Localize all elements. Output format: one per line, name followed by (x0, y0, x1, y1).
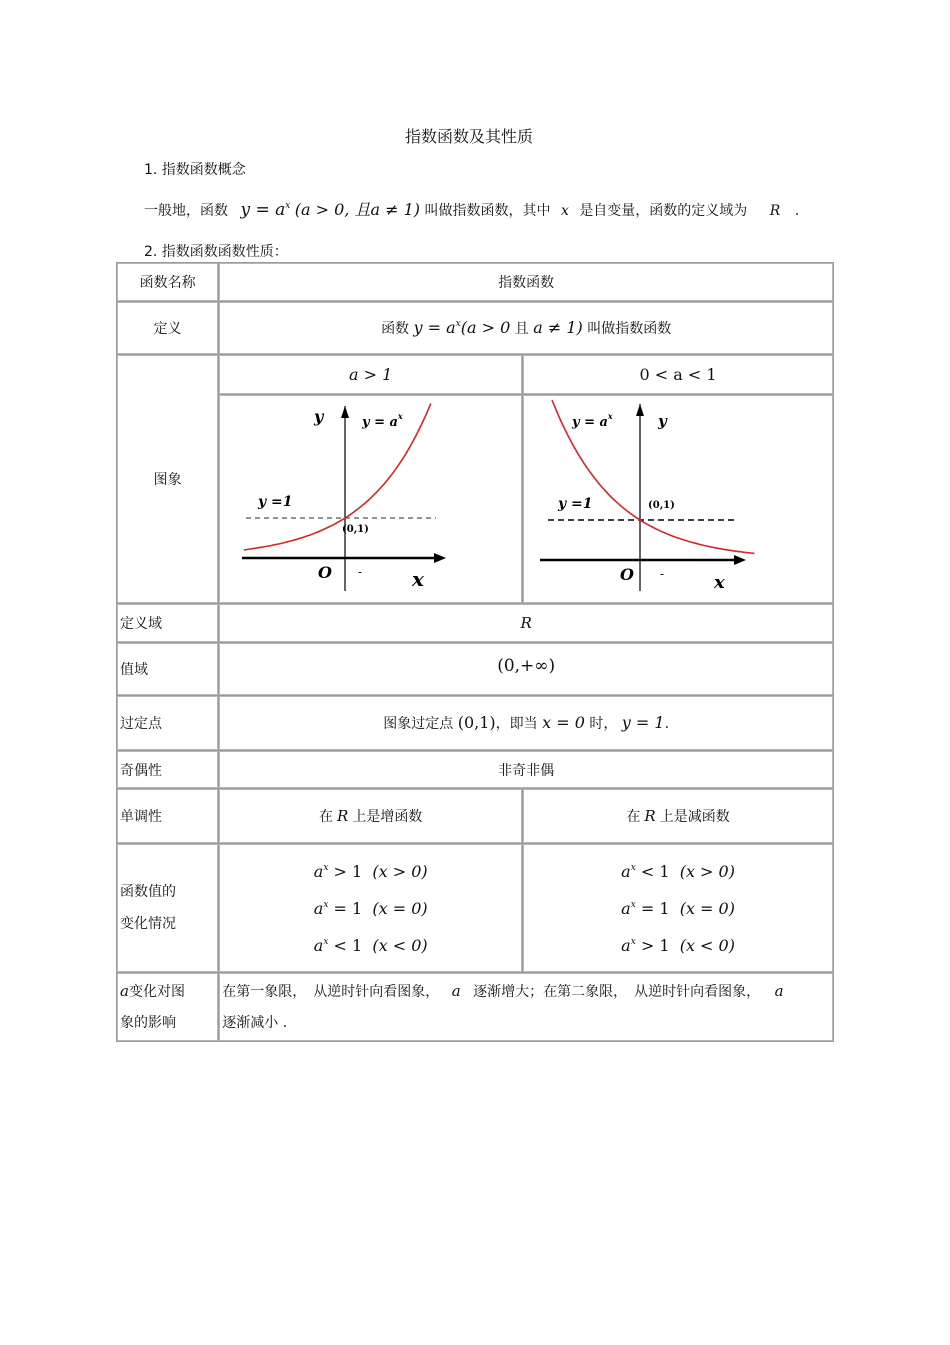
definition-label: 定义 (117, 302, 218, 354)
fixed-point-when: 时， (589, 716, 618, 732)
graph-left-cell (219, 395, 522, 603)
y-axis-arrow-icon (636, 404, 644, 416)
curve-increasing (244, 404, 431, 550)
monotonic-left-post: 上是增函数 (352, 809, 423, 825)
definition-value (219, 302, 833, 354)
func-label: $y = a^x$ (572, 411, 613, 430)
intro-end: . (794, 203, 800, 219)
definition-formula (414, 318, 461, 337)
table-row-definition (117, 302, 833, 354)
effect-text-3: 逐渐减小 . (222, 1014, 288, 1031)
effect-a3: a (774, 981, 784, 1000)
fixed-point-mid: ，即当 (495, 716, 538, 732)
definition-cond1: (a > 0 (460, 318, 511, 337)
definition-prefix: 函数 (381, 321, 410, 337)
monotonic-left (219, 789, 522, 843)
table-row-graph-conditions (117, 355, 833, 394)
page-title: 指数函数及其性质 (404, 127, 533, 146)
table-row-variation (117, 844, 833, 972)
x-axis-arrow-icon (734, 555, 746, 565)
y-label: y (658, 412, 667, 430)
graph-cond-left: a > 1 (349, 365, 393, 384)
effect-text-1: 在第一象限， 从逆时针向看图象， (222, 983, 440, 1000)
monotonic-right-post: 上是减函数 (659, 809, 730, 825)
x-label: x (714, 572, 725, 593)
monotonic-right-R: R (644, 807, 656, 825)
monotonic-right (523, 789, 833, 843)
graph-increasing (220, 396, 520, 598)
fixed-point-xeq: x = 0 (542, 713, 585, 732)
variation-right-line: $a^x = 1$ (x = 0) (621, 898, 735, 918)
properties-table (116, 262, 834, 1042)
table-row-header (117, 263, 833, 301)
origin-label: O (318, 563, 333, 582)
asymptote-label: y =1 (558, 496, 593, 512)
intro-formula-exp: x (285, 201, 291, 211)
range-value: (0,+∞) (497, 656, 556, 676)
domain-value-cell (219, 604, 833, 642)
intro-formula (240, 200, 290, 220)
y-axis-arrow-icon (341, 406, 349, 418)
parity-label: 奇偶性 (117, 751, 218, 788)
variation-left-line: $a^x < 1$ (x < 0) (313, 935, 428, 955)
graph-cond-right: 0 < a < 1 (639, 365, 717, 384)
intro-mid: 叫做指数函数，其中 (424, 203, 551, 219)
x-axis-arrow-icon (434, 553, 446, 563)
definition-formula-exp: x (455, 319, 461, 329)
func-label: $y = a^x$ (362, 411, 403, 430)
graph-right-cell (523, 395, 833, 603)
graph-decreasing (524, 396, 831, 598)
fixed-point-value (219, 696, 833, 750)
table-row-effect (117, 973, 833, 1041)
parity-value: 非奇非偶 (219, 751, 833, 788)
asymptote-label: y =1 (258, 494, 293, 510)
fixed-point-yeq: y = 1 (621, 713, 665, 732)
variation-label-2: 变化情况 (120, 916, 176, 932)
fixed-point-end: . (664, 716, 670, 732)
variation-right-line: $a^x > 1$ (x < 0) (621, 935, 735, 955)
section-heading-1: 1. 指数函数概念 (144, 162, 246, 178)
variation-label (117, 844, 218, 972)
table-row-fixed-point (117, 696, 833, 750)
variation-left-line: $a^x > 1$ (x > 0) (313, 861, 428, 881)
variation-left-line: $a^x = 1$ (x = 0) (313, 898, 428, 918)
table-row-domain (117, 604, 833, 642)
range-value-cell (219, 643, 833, 695)
intro-formula-base: y = a (240, 200, 286, 220)
point-label: (0,1) (342, 524, 370, 535)
intro-condition: (a > 0, 且a ≠ 1) (294, 200, 421, 219)
section-heading-2: 2. 指数函数函数性质： (144, 244, 288, 260)
effect-a2: a (451, 981, 461, 1000)
variation-label-1: 函数值的 (120, 884, 176, 900)
definition-and: 且 (514, 321, 529, 337)
fixed-point-label: 过定点 (117, 696, 218, 750)
variation-right (523, 844, 833, 972)
x-label: x (412, 567, 425, 591)
header-value: 指数函数 (219, 263, 833, 301)
monotonic-right-pre: 在 (626, 809, 641, 825)
range-label: 值域 (117, 643, 218, 695)
intro-domain: R (769, 203, 781, 219)
fixed-point-prefix: 图象过定点 (383, 716, 454, 732)
table-row-monotonic (117, 789, 833, 843)
graph-cond-right-cell (523, 355, 833, 394)
definition-suffix: 叫做指数函数 (587, 321, 672, 337)
fixed-point-point: (0,1) (457, 713, 496, 732)
graph-cond-left-cell (219, 355, 522, 394)
tick-dash: - (660, 567, 665, 581)
variation-left (219, 844, 522, 972)
effect-label (117, 973, 218, 1041)
domain-label: 定义域 (117, 604, 218, 642)
point-label: (0,1) (648, 500, 675, 511)
table-row-range (117, 643, 833, 695)
origin-label: O (620, 565, 635, 584)
effect-label-2: 象的影响 (120, 1014, 176, 1031)
monotonic-left-R: R (337, 807, 349, 825)
effect-label-1: 变化对图 (128, 983, 185, 1000)
graph-label: 图象 (117, 355, 218, 603)
intro-paragraph (144, 197, 799, 220)
table-row-graphs (117, 395, 833, 603)
monotonic-label: 单调性 (117, 789, 218, 843)
y-label: y (314, 407, 324, 426)
effect-label-a: a (120, 981, 129, 1000)
definition-formula-base: y = a (413, 318, 456, 337)
intro-prefix: 一般地，函数 (144, 203, 228, 219)
intro-var: x (560, 203, 569, 219)
domain-value: R (520, 614, 532, 632)
header-label: 函数名称 (117, 263, 218, 301)
variation-right-line: $a^x < 1$ (x > 0) (621, 861, 735, 881)
tick-dash: - (358, 565, 363, 579)
table-row-parity (117, 751, 833, 788)
intro-mid2: 是自变量，函数的定义域为 (579, 203, 748, 219)
monotonic-left-pre: 在 (319, 809, 334, 825)
definition-cond2: a ≠ 1) (533, 318, 583, 337)
effect-value (219, 973, 833, 1041)
effect-text-2: 逐渐增大；在第二象限， 从逆时针向看图象， (473, 983, 761, 1000)
